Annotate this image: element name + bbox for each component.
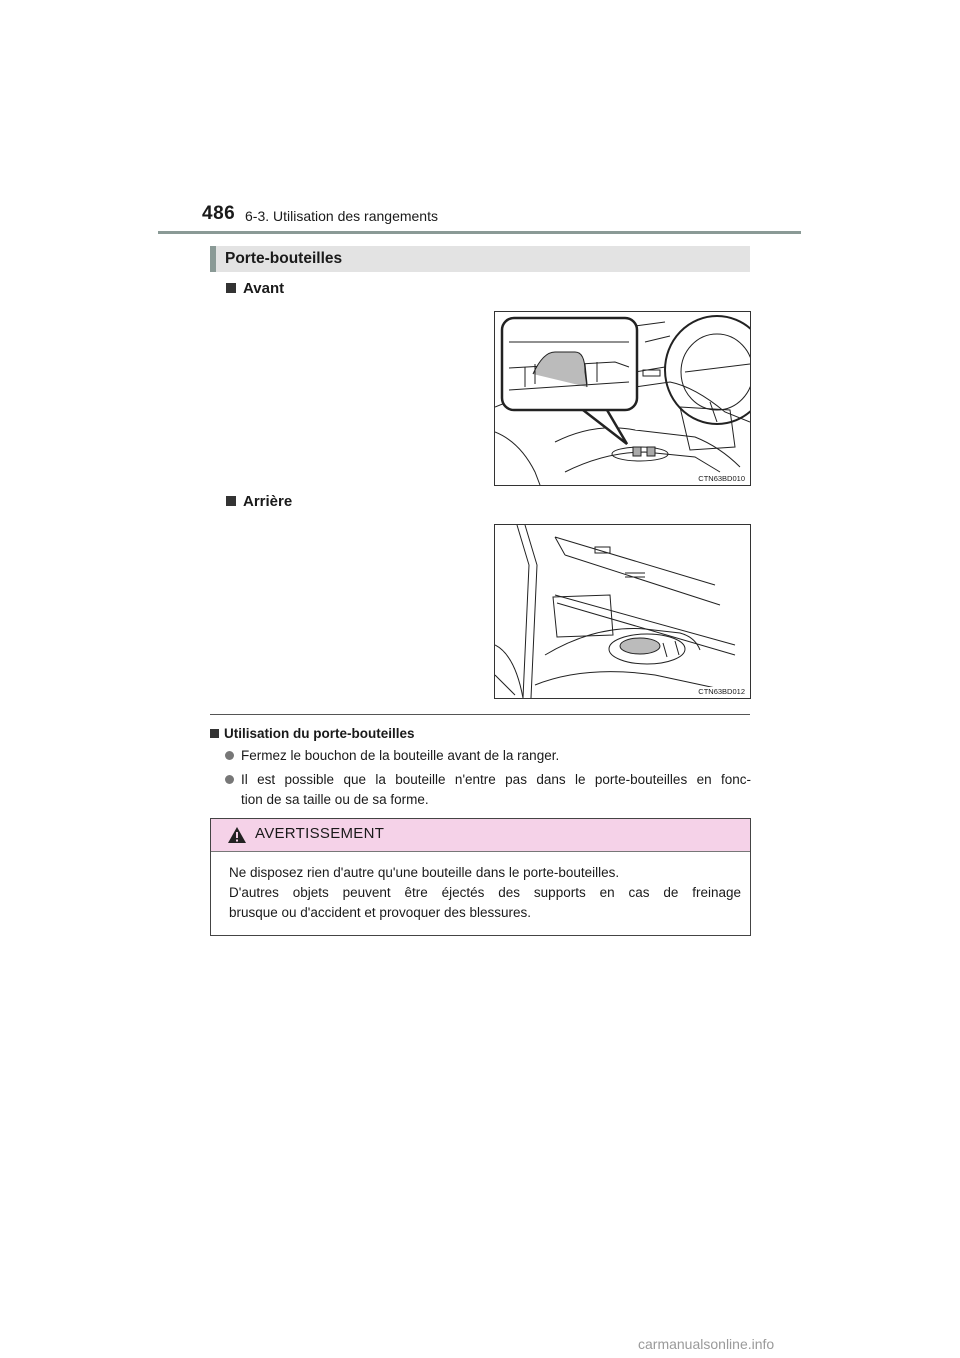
- bullet-continuation: tion de sa taille ou de sa forme.: [241, 792, 429, 807]
- warning-line: D'autres objets peuvent être éjectés des supports en cas de freinage: [229, 885, 741, 900]
- bullet-text: Fermez le bouchon de la bouteille avant de la ranger.: [241, 748, 560, 763]
- square-bullet-icon: [226, 283, 236, 293]
- front-figure-code: CTN63BD010: [698, 474, 745, 483]
- front-subheading-label: Avant: [243, 280, 285, 297]
- info-title-label: Utilisation du porte-bouteilles: [224, 726, 415, 741]
- rear-figure-code: CTN63BD012: [698, 687, 745, 696]
- rear-subheading: [226, 493, 292, 510]
- rear-cupholder-figure: [494, 524, 751, 699]
- front-cupholder-figure: [494, 311, 751, 486]
- rear-subheading-label: Arrière: [243, 493, 293, 510]
- warning-triangle-icon: [227, 826, 247, 844]
- watermark: carmanualsonline.info: [638, 1336, 775, 1352]
- square-bullet-icon: [226, 496, 236, 506]
- bullet-item: [225, 770, 751, 790]
- header-rule: [158, 231, 801, 234]
- info-title: [210, 726, 415, 741]
- bullet-text: Il est possible que la bouteille n'entre pas dans le porte-bouteilles en fonc-: [241, 772, 751, 787]
- bullet-item: [225, 746, 751, 766]
- page-number: 486: [202, 203, 236, 224]
- square-bullet-icon: [210, 729, 219, 738]
- warning-header: [211, 819, 750, 852]
- section-separator: [210, 714, 750, 715]
- bullet-dot-icon: [225, 751, 234, 760]
- bullet-dot-icon: [225, 775, 234, 784]
- front-subheading: [226, 280, 284, 297]
- section-title: Porte-bouteilles: [210, 246, 750, 272]
- warning-line: Ne disposez rien d'autre qu'une bouteille dans le porte-bouteilles.: [229, 865, 620, 880]
- warning-line: brusque ou d'accident et provoquer des blessures.: [229, 905, 532, 920]
- warning-title: AVERTISSEMENT: [255, 825, 385, 842]
- chapter-title: 6-3. Utilisation des rangements: [245, 208, 438, 224]
- warning-box: [210, 818, 751, 936]
